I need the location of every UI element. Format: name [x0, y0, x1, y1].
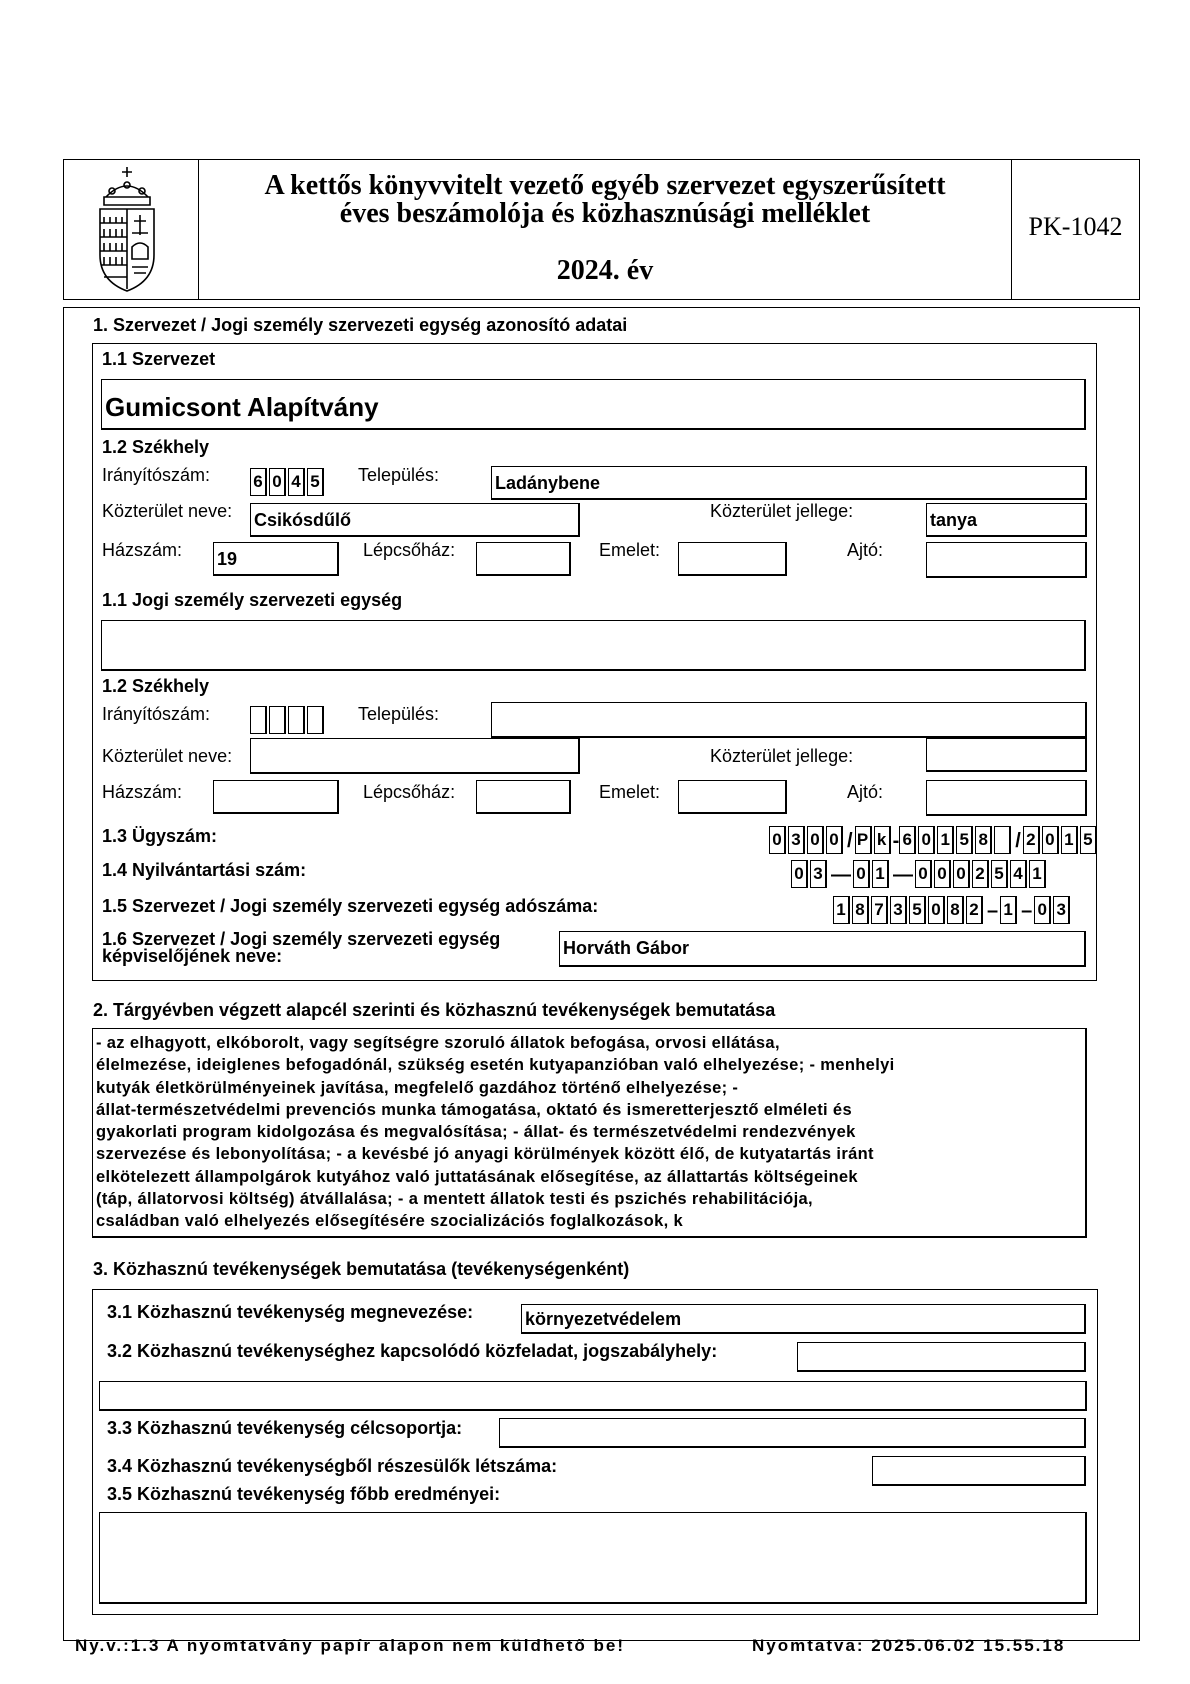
- case-separator: /: [847, 830, 853, 852]
- public-benefit-activity-name-field[interactable]: környezetvédelem: [521, 1304, 1086, 1334]
- zip2-digit[interactable]: [269, 706, 286, 734]
- footer-right: Nyomtatva: 2025.06.02 15.55.18: [752, 1636, 1066, 1655]
- activities-line: családban való elhelyezés elősegítésére szocializációs foglalkozások, k: [96, 1212, 684, 1231]
- activities-line: élelmezése, ideiglenes befogadónál, szükség esetén kutyapanzióban való elhelyezése; - menhelyi: [96, 1056, 895, 1075]
- s11-title: 1.1 Szervezet: [102, 349, 216, 369]
- door-field[interactable]: [926, 542, 1087, 578]
- case-digit[interactable]: 5: [956, 826, 973, 854]
- reg-separator: —: [831, 864, 851, 886]
- section2-title: 2. Tárgyévben végzett alapcél szerinti és közhasznú tevékenységek bemutatása: [93, 1000, 776, 1020]
- stair2-field[interactable]: [476, 780, 571, 814]
- representative-label-line1: 1.6 Szervezet / Jogi személy szervezeti egység: [102, 929, 501, 949]
- case-digit[interactable]: 0: [826, 826, 843, 854]
- activities-line: elkötelezett állampolgárok kutyához való juttatásának elősegítése, az állattartás költségeinek: [96, 1167, 858, 1186]
- case-digit[interactable]: 6: [899, 826, 916, 854]
- case-number-field[interactable]: [769, 824, 1099, 854]
- registration-number-field[interactable]: [791, 858, 1048, 888]
- tax-digit[interactable]: 3: [1053, 896, 1070, 924]
- door-label: Ajtó:: [847, 540, 884, 560]
- tax-digit[interactable]: 2: [966, 896, 983, 924]
- street-type-field[interactable]: tanya: [926, 503, 1087, 537]
- legal-unit-name-field[interactable]: [101, 620, 1086, 671]
- city2-label: Település:: [358, 704, 440, 724]
- reg-digit[interactable]: 1: [1029, 860, 1046, 888]
- city-label: Település:: [358, 465, 440, 485]
- activities-line: gyakorlati program kidolgozása és megvalósítása; - állat- és természetvédelmi rendezvények: [96, 1123, 856, 1142]
- reg-digit[interactable]: 0: [853, 860, 870, 888]
- s31-label: 3.1 Közhasznú tevékenység megnevezése:: [107, 1302, 474, 1322]
- activities-textbox[interactable]: [92, 1028, 1087, 1238]
- reg-digit[interactable]: 0: [934, 860, 951, 888]
- case-digit[interactable]: 3: [788, 826, 805, 854]
- form-year: 2024. év: [556, 255, 654, 286]
- case-digit[interactable]: 0: [807, 826, 824, 854]
- street2-field[interactable]: [250, 738, 580, 774]
- case-digit[interactable]: 8: [975, 826, 992, 854]
- s35-label: 3.5 Közhasznú tevékenység főbb eredményei:: [107, 1484, 501, 1504]
- street2-label: Közterület neve:: [102, 746, 233, 766]
- zip-field[interactable]: [250, 466, 326, 496]
- door2-label: Ajtó:: [847, 782, 884, 802]
- stair2-label: Lépcsőház:: [363, 782, 456, 802]
- reg-digit[interactable]: 0: [915, 860, 932, 888]
- tax-digit[interactable]: 3: [890, 896, 907, 924]
- target-group-field[interactable]: [499, 1418, 1086, 1448]
- zip2-label: Irányítószám:: [102, 704, 211, 724]
- s34-label: 3.4 Közhasznú tevékenységből részesülők létszáma:: [107, 1456, 558, 1476]
- case-separator: -: [892, 830, 900, 852]
- street-type-label: Közterület jellege:: [710, 501, 854, 521]
- case-digit[interactable]: 0: [918, 826, 935, 854]
- tax-digit[interactable]: 7: [871, 896, 888, 924]
- tax-digit[interactable]: 5: [909, 896, 926, 924]
- form-title-line1: A kettős könyvvitelt vezető egyéb szervezet egyszerűsített: [264, 170, 946, 201]
- tax-number-field[interactable]: [833, 894, 1072, 924]
- house-field[interactable]: 19: [213, 542, 339, 576]
- stair-label: Lépcsőház:: [363, 540, 456, 560]
- activities-line: (táp, állatorvosi költség) átvállalása; - a mentett állatok testi és pszichés rehabilitációja,: [96, 1190, 813, 1209]
- activities-line: - az elhagyott, elkóborolt, vagy segítségre szoruló állatok befogása, orvosi ellátása,: [96, 1034, 780, 1052]
- case-digit[interactable]: [994, 826, 1011, 854]
- case-digit[interactable]: P: [855, 826, 872, 854]
- tax-separator: –: [1021, 900, 1033, 922]
- s32-label: 3.2 Közhasznú tevékenységhez kapcsolódó közfeladat, jogszabályhely:: [107, 1341, 718, 1361]
- zip-digit[interactable]: 0: [269, 468, 286, 496]
- case-digit[interactable]: 0: [769, 826, 786, 854]
- tax-digit[interactable]: 8: [852, 896, 869, 924]
- case-separator: /: [1015, 830, 1021, 852]
- form-code: PK-1042: [1028, 212, 1123, 241]
- form-title-line2: éves beszámolója és közhasznúsági melléklet: [339, 198, 871, 229]
- s11b-title: 1.1 Jogi személy szervezeti egység: [102, 590, 403, 610]
- representative-label-line2: képviselőjének neve:: [102, 946, 283, 966]
- section3-title: 3. Közhasznú tevékenységek bemutatása (tevékenységenként): [93, 1259, 630, 1279]
- reg-digit[interactable]: 0: [791, 860, 808, 888]
- floor2-label: Emelet:: [599, 782, 661, 802]
- street-type2-field[interactable]: [926, 738, 1087, 772]
- house2-label: Házszám:: [102, 782, 183, 802]
- registration-number-label: 1.4 Nyilvántartási szám:: [102, 860, 307, 880]
- footer-left: Ny.v.:1.3 A nyomtatvány papír alapon nem küldhető be!: [75, 1636, 625, 1655]
- case-number-label: 1.3 Ügyszám:: [102, 826, 218, 846]
- reg-separator: —: [893, 864, 913, 886]
- zip-digit[interactable]: 6: [250, 468, 267, 496]
- floor-field[interactable]: [678, 542, 787, 576]
- floor-label: Emelet:: [599, 540, 661, 560]
- reg-digit[interactable]: 2: [972, 860, 989, 888]
- tax-digit[interactable]: 1: [1000, 896, 1017, 924]
- tax-digit[interactable]: 8: [947, 896, 964, 924]
- reg-digit[interactable]: 0: [953, 860, 970, 888]
- case-digit[interactable]: 0: [1042, 826, 1059, 854]
- city2-field[interactable]: [491, 702, 1087, 738]
- city-field[interactable]: Ladánybene: [491, 466, 1087, 500]
- reg-digit[interactable]: 4: [1010, 860, 1027, 888]
- org-name-field[interactable]: Gumicsont Alapítvány: [101, 379, 1086, 430]
- s33-label: 3.3 Közhasznú tevékenység célcsoportja:: [107, 1418, 463, 1438]
- house2-field[interactable]: [213, 780, 339, 814]
- case-digit[interactable]: 1: [1061, 826, 1078, 854]
- zip2-digit[interactable]: [307, 706, 324, 734]
- zip2-digit[interactable]: [250, 706, 267, 734]
- zip-digit[interactable]: 4: [288, 468, 305, 496]
- tax-digit[interactable]: 0: [1034, 896, 1051, 924]
- street-type2-label: Közterület jellege:: [710, 746, 854, 766]
- case-digit[interactable]: 2: [1023, 826, 1040, 854]
- street-field[interactable]: Csikósdűlő: [250, 503, 580, 537]
- street-label: Közterület neve:: [102, 501, 233, 521]
- zip2-digit[interactable]: [288, 706, 305, 734]
- public-task-law-field-continued[interactable]: [99, 1381, 1087, 1411]
- public-task-law-field[interactable]: [797, 1342, 1086, 1372]
- zip-digit[interactable]: 5: [307, 468, 324, 496]
- zip-label: Irányítószám:: [102, 465, 211, 485]
- door2-field[interactable]: [926, 780, 1087, 816]
- section1-title: 1. Szervezet / Jogi személy szervezeti egység azonosító adatai: [93, 315, 628, 335]
- case-digit[interactable]: 5: [1080, 826, 1097, 854]
- activities-line: állat-természetvédelmi prevenciós munka támogatása, oktató és ismeretterjesztő elméleti és: [96, 1100, 852, 1119]
- stair-field[interactable]: [476, 542, 571, 576]
- reg-digit[interactable]: 1: [872, 860, 889, 888]
- activities-line: kutyák életkörülményeinek javítása, megfelelő gazdához történő elhelyezése; -: [96, 1078, 739, 1097]
- hungarian-coat-of-arms-icon: [92, 163, 162, 295]
- floor2-field[interactable]: [678, 780, 787, 814]
- representative-name-field[interactable]: Horváth Gábor: [559, 931, 1086, 967]
- tax-digit[interactable]: 0: [928, 896, 945, 924]
- case-digit[interactable]: k: [874, 826, 891, 854]
- house-label: Házszám:: [102, 540, 183, 560]
- activities-line: szervezése és lebonyolítása; - a kevésbé jó anyagi körülmények között élő, de kutyatartás iránt: [96, 1145, 874, 1164]
- tax-digit[interactable]: 1: [833, 896, 850, 924]
- s12-title: 1.2 Székhely: [102, 437, 210, 457]
- s12b-title: 1.2 Székhely: [102, 676, 210, 696]
- reg-digit[interactable]: 3: [810, 860, 827, 888]
- case-digit[interactable]: 1: [937, 826, 954, 854]
- zip2-field[interactable]: [250, 704, 326, 734]
- tax-separator: –: [987, 900, 999, 922]
- beneficiaries-count-field[interactable]: [872, 1456, 1086, 1486]
- tax-number-label: 1.5 Szervezet / Jogi személy szervezeti egység adószáma:: [102, 896, 599, 916]
- reg-digit[interactable]: 5: [991, 860, 1008, 888]
- main-results-field[interactable]: [99, 1512, 1087, 1604]
